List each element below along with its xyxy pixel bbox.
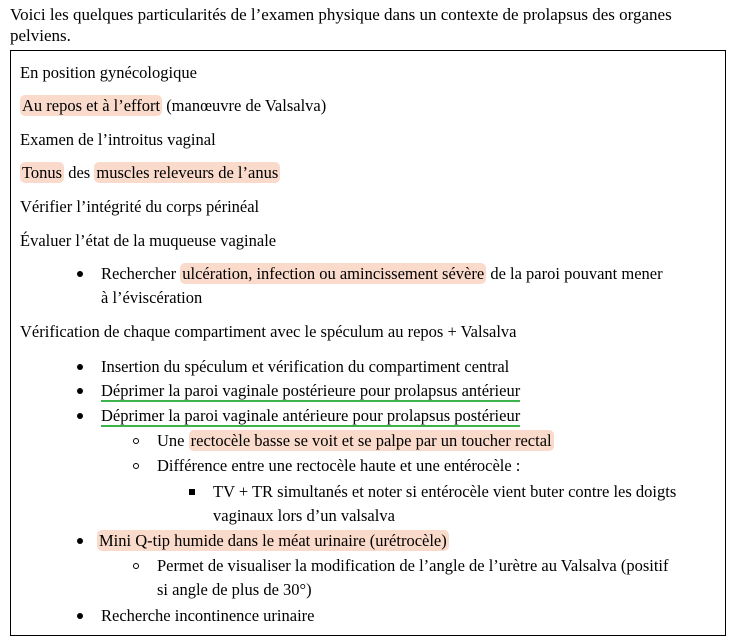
item-tonus: Tonus des muscles releveurs de l’anus: [22, 163, 279, 182]
bullet-icon: [77, 388, 83, 394]
item-rechercher: Rechercher ulcération, infection ou amincissement sévère de la paroi pouvant mener: [101, 264, 663, 283]
item-rectocele-basse: Une rectocèle basse se voit et se palpe par un toucher rectal: [157, 431, 552, 450]
bullet-icon: [77, 413, 83, 419]
item-deprimer-posterieure: [101, 381, 520, 401]
item-tv-tr: TV + TR simultanés et noter si entérocèle vient buter contre les doigts: [213, 482, 677, 501]
item-position: En position gynécologique: [20, 63, 197, 82]
square-bullet-icon: [189, 489, 195, 495]
highlight: Au repos et à l’effort: [22, 96, 161, 115]
highlight: rectocèle basse se voit et se palpe par un toucher rectal: [190, 431, 552, 450]
item-incontinence: Recherche incontinence urinaire: [101, 606, 315, 625]
intro-text: Voici les quelques particularités de l’examen physique dans un contexte de prolapsus des organes pelviens.: [10, 5, 672, 45]
underline: Déprimer la paroi vaginale postérieure pour prolapsus antérieur: [101, 381, 521, 400]
underline: Déprimer la paroi vaginale antérieure pour prolapsus postérieur: [101, 406, 521, 425]
item-deprimer-anterieure: [101, 406, 520, 426]
bullet-icon: [77, 538, 83, 544]
highlight: ulcération, infection ou amincissement sévère: [182, 264, 485, 283]
item-muqueuse: Évaluer l’état de la muqueuse vaginale: [20, 231, 277, 250]
highlight: Mini Q-tip humide dans le méat urinaire (urétrocèle): [99, 531, 447, 550]
highlight: muscles releveurs de l’anus: [96, 163, 279, 182]
highlight: Tonus: [22, 163, 63, 182]
item-rechercher-cont: à l’éviscération: [101, 288, 203, 307]
item-corps-perineal: Vérifier l’intégrité du corps périnéal: [20, 197, 260, 216]
item-introitus: Examen de l’introitus vaginal: [20, 130, 216, 149]
bullet-icon: [77, 613, 83, 619]
item-repos-effort: Au repos et à l’effort (manœuvre de Valsalva): [22, 96, 327, 115]
item-qtip: [97, 531, 449, 551]
item-permet-cont: si angle de plus de 30°): [157, 580, 312, 599]
circle-bullet-icon: [133, 463, 139, 469]
exam-box: [10, 50, 726, 636]
item-permet: Permet de visualiser la modification de l’angle de l’urètre au Valsalva (positif: [157, 556, 669, 575]
item-difference: Différence entre une rectocèle haute et une entérocèle :: [157, 456, 521, 475]
item-insertion: Insertion du spéculum et vérification du compartiment central: [101, 357, 510, 376]
item-tv-tr-cont: vaginaux lors d’un valsalva: [213, 506, 395, 525]
circle-bullet-icon: [133, 563, 139, 569]
bullet-icon: [77, 271, 83, 277]
item-verification: Vérification de chaque compartiment avec le spéculum au repos + Valsalva: [20, 322, 517, 341]
circle-bullet-icon: [133, 438, 139, 444]
bullet-icon: [77, 364, 83, 370]
